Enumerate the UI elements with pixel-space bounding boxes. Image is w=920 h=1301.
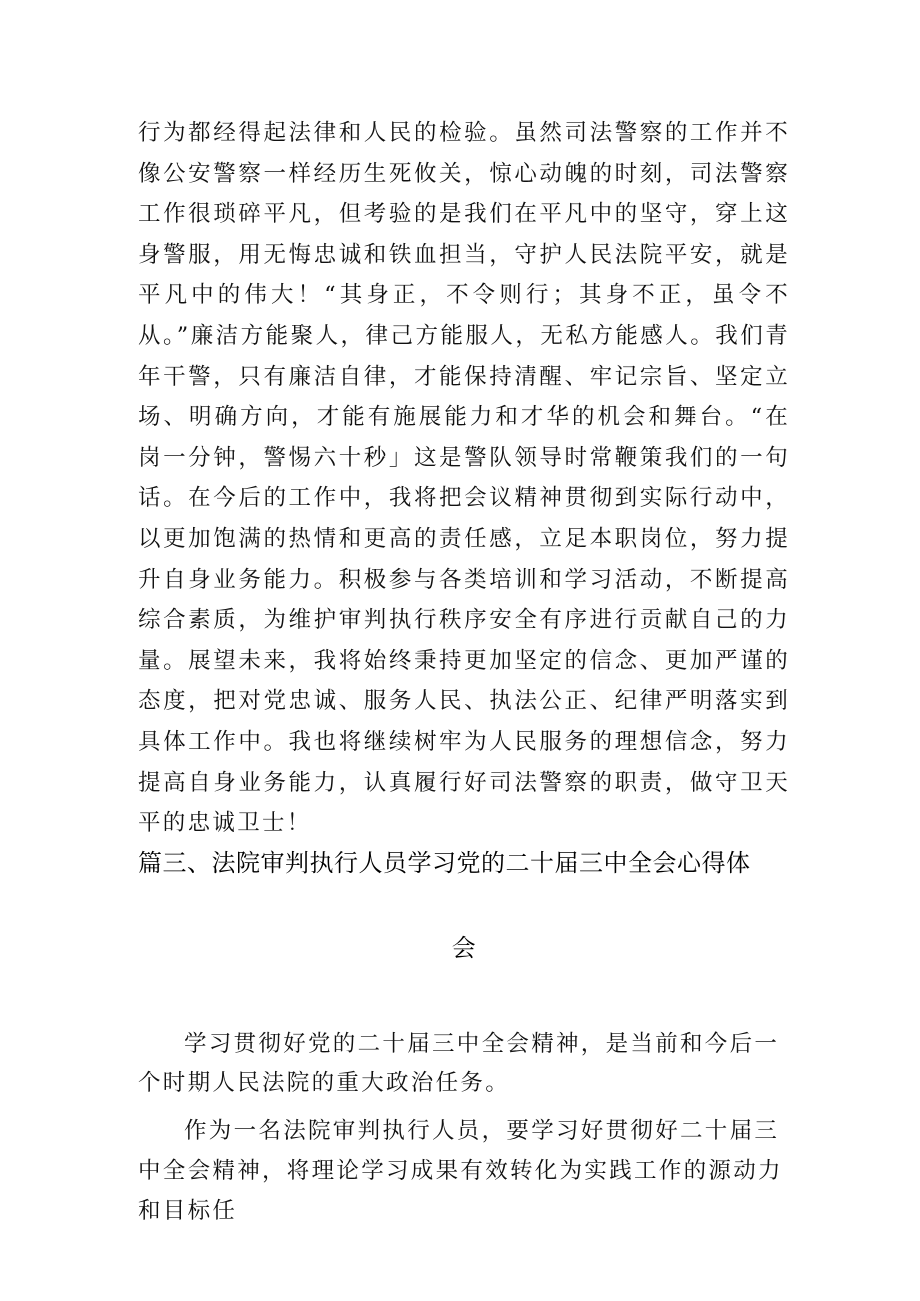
section-heading-line-1: 篇三、法院审判执行人员学习党的二十届三中全会心得体 <box>138 849 751 877</box>
body-paragraph-3: 作为一名法院审判执行人员，要学习好贯彻好二十届三中全会精神，将理论学习成果有效转化为实践工作的源动力和目标任 <box>138 1118 783 1224</box>
section-heading-line-2: 会 <box>451 934 477 962</box>
body-paragraph-1: 行为都经得起法律和人民的检验。虽然司法警察的工作并不像公安警察一样经历生死攸关，惊心动魄的时刻，司法警察工作很琐碎平凡，但考验的是我们在平凡中的坚守，穿上这身警服，用无悔忠诚和铁血担当，守护人民法院平安，就是平凡中的伟大！“其身正，不令则行；其身不正，虽令不从。”廉洁方能聚人，律己方能服人，无私方能感人。我们青年干警，只有廉洁自律，才能保持清醒、牢记宗旨、坚定立场、明确方向，才能有施展能力和才华的机会和舞台。“在岗一分钟，警惕六十秒」这是警队领导时常鞭策我们的一句话。在今后的工作中，我将把会议精神贯彻到实际行动中，以更加饱满的热情和更高的责任感，立足本职岗位，努力提升自身业务能力。积极参与各类培训和学习活动，不断提高综合素质，为维护审判执行秩序安全有序进行贡献自己的力量。展望未来，我将始终秉持更加坚定的信念、更加严谨的态度，把对党忠诚、服务人民、执法公正、纪律严明落实到具体工作中。我也将继续树牢为人民服务的理想信念，努力提高自身业务能力，认真履行好司法警察的职责，做守卫天平的忠诚卫士！ <box>138 120 790 837</box>
body-paragraph-2: 学习贯彻好党的二十届三中全会精神，是当前和今后一个时期人民法院的重大政治任务。 <box>138 1031 780 1096</box>
